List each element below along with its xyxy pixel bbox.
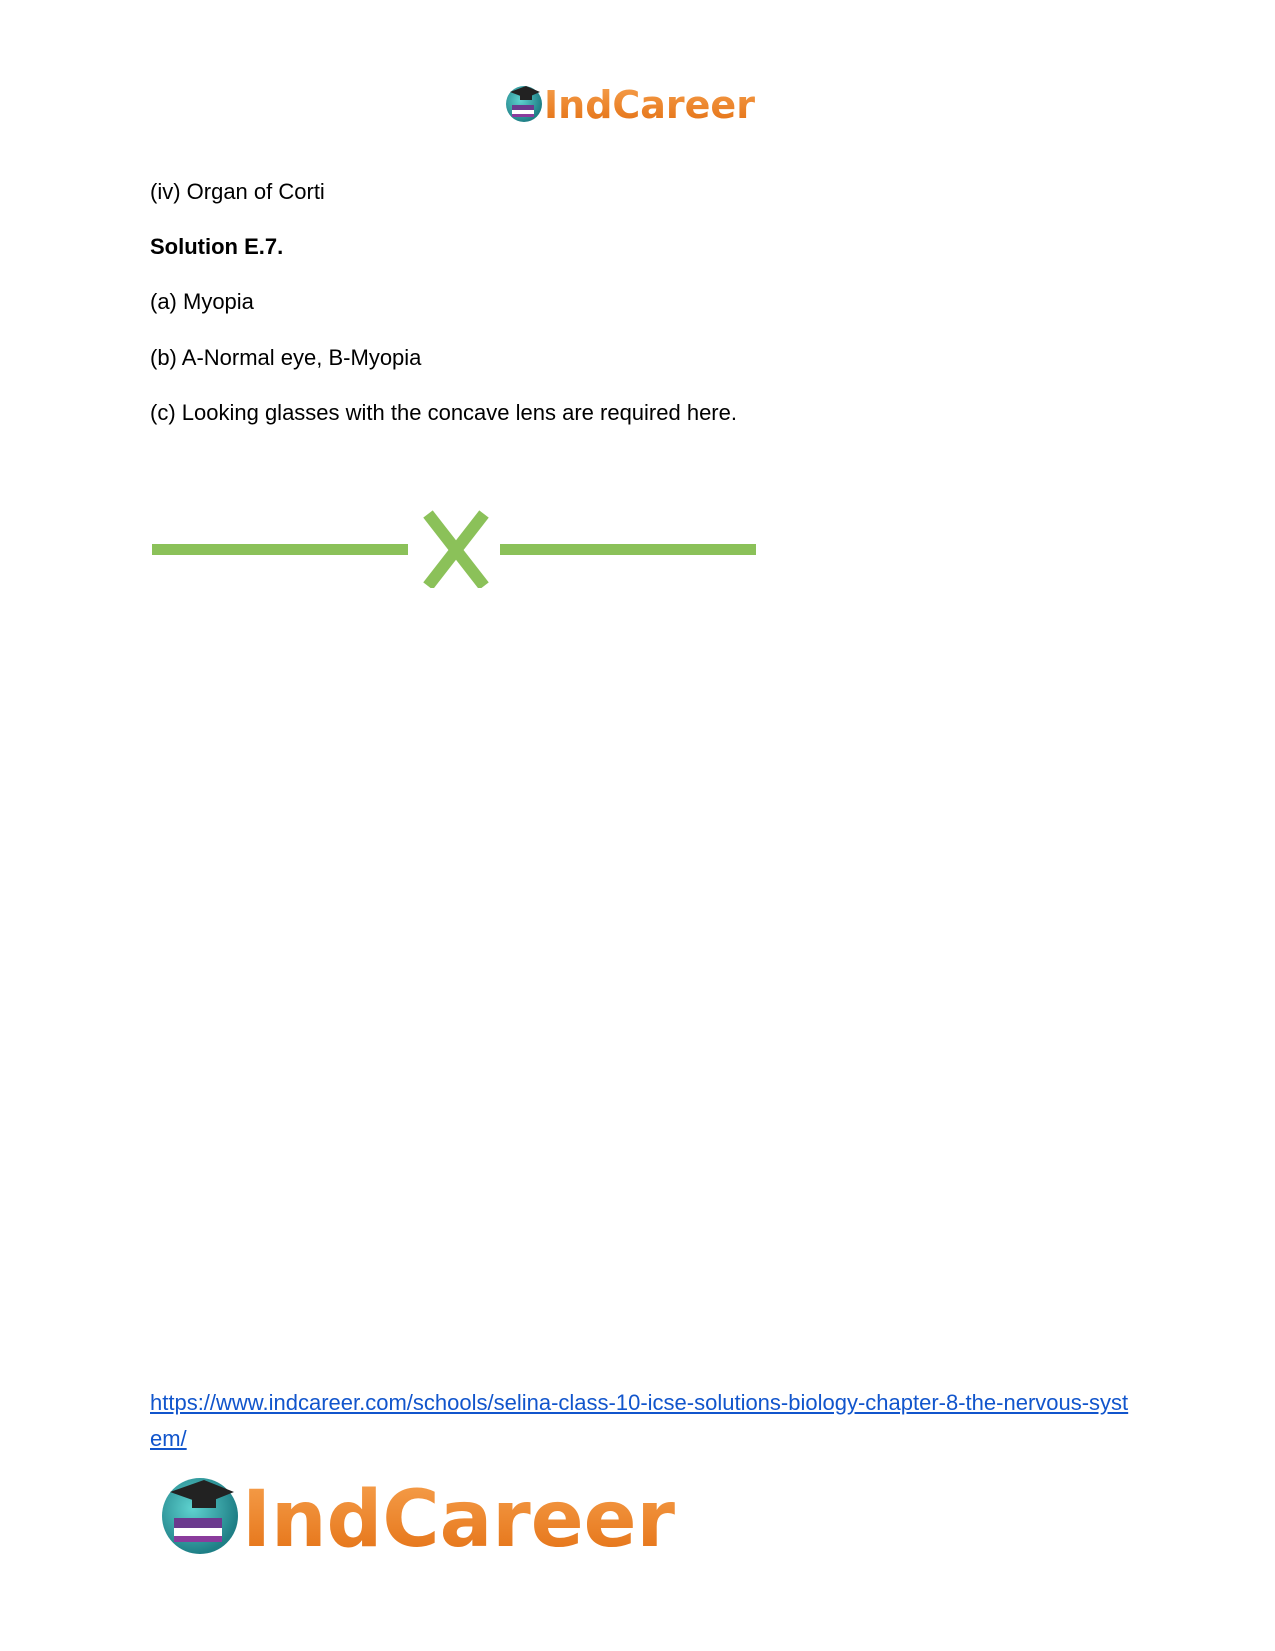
indcareer-logo-header	[504, 78, 776, 128]
footer-source-link[interactable]: https://www.indcareer.com/schools/selina-class-10-icse-solutions-biology-chapter-8-the-nervous-system/	[150, 1390, 1129, 1451]
answer-line-b: (b) A-Normal eye, B-Myopia	[150, 345, 422, 370]
indcareer-logo-footer	[160, 1466, 700, 1562]
solution-heading: Solution E.7.	[150, 234, 284, 259]
divider-line-left	[152, 544, 408, 555]
section-divider	[150, 508, 758, 588]
graduation-globe-icon	[162, 1478, 238, 1554]
answer-line-organ-of-corti: (iv) Organ of Corti	[150, 179, 325, 204]
answer-line-a: (a) Myopia	[150, 289, 254, 314]
logo-wordmark: IndCareer	[544, 83, 755, 127]
answer-line-c: (c) Looking glasses with the concave lens are required here.	[150, 400, 737, 425]
graduation-globe-icon	[506, 86, 542, 122]
divider-cross-icon	[428, 514, 484, 586]
divider-line-right	[500, 544, 756, 555]
logo-wordmark: IndCareer	[242, 1475, 675, 1562]
